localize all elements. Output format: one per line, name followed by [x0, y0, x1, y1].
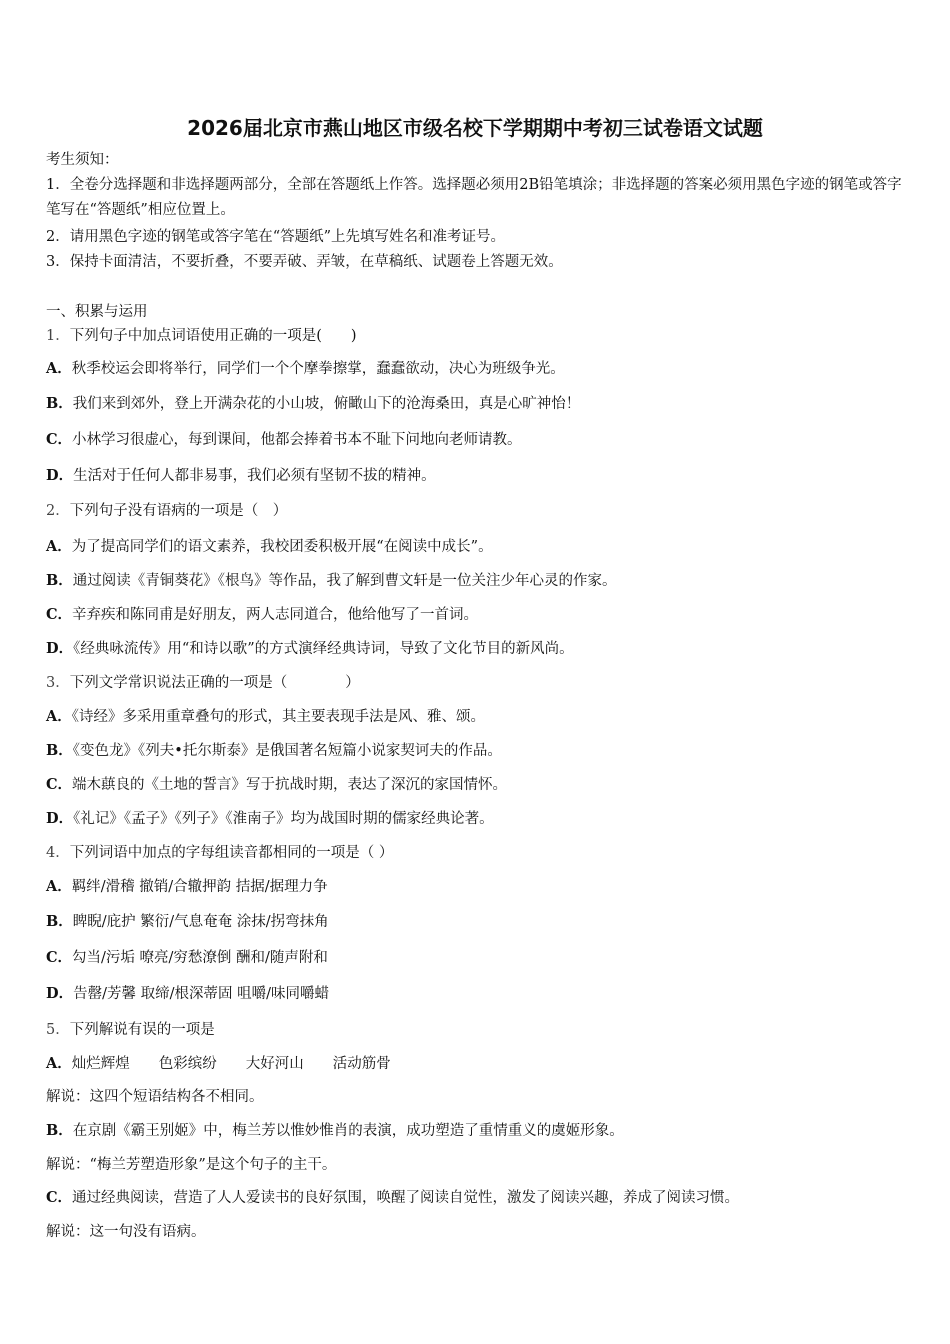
option-text: 灿烂辉煌 色彩缤纷 大好河山 活动筋骨	[71, 1056, 391, 1072]
option-text: 小林学习很虚心，每到课间，他都会捧着书本不耻下问地向老师请教。	[72, 432, 522, 448]
option-label: A．	[46, 538, 72, 555]
option-text: 通过经典阅读，营造了人人爱读书的良好氛围，唤醒了阅读自觉性，激发了阅读兴趣，养成了阅读习惯。	[72, 1190, 740, 1206]
option-label: A．	[46, 708, 72, 725]
option-label: A．	[46, 878, 72, 895]
option-text: 告罄/芳馨 取缔/根深蒂固 咀嚼/味同嚼蜡	[73, 986, 329, 1002]
q1-option-d	[46, 466, 906, 486]
question-3-stem	[46, 673, 906, 693]
question-text: 下列词语中加点的字每组读音都相同的一项是（ ）	[69, 845, 394, 861]
option-text: 端木蕻良的《土地的誓言》写于抗战时期，表达了深沉的家国情怀。	[72, 777, 508, 793]
option-label: C．	[46, 606, 73, 623]
option-text: 《变色龙》《列夫•托尔斯泰》是俄国著名短篇小说家契诃夫的作品。	[72, 743, 502, 759]
question-text: 下列解说有误的一项是	[69, 1022, 215, 1038]
option-text: 睥睨/庇护 繁衍/气息奄奄 涂抹/拐弯抹角	[72, 914, 329, 930]
q3-option-a	[46, 707, 906, 727]
q1-option-c	[46, 430, 906, 450]
q4-option-d	[46, 984, 906, 1004]
q3-option-b	[46, 741, 906, 761]
option-label: A．	[46, 1055, 72, 1072]
notice-item-1: 1．全卷分选择题和非选择题两部分，全部在答题纸上作答。选择题必须用2B铅笔填涂；非选择题的答案必须用黑色字迹的钢笔或答字笔写在“答题纸”相应位置上。	[46, 177, 902, 218]
option-text: 为了提高同学们的语文素养，我校团委积极开展“在阅读中成长”。	[71, 539, 493, 555]
q2-option-c	[46, 605, 906, 625]
option-text: 羁绊/滑稽 撤销/合辙押韵 拮据/据理力争	[71, 879, 328, 895]
q4-option-b	[46, 912, 906, 932]
option-label: C．	[46, 1189, 73, 1206]
q5-option-a-note: 解说：这四个短语结构各不相同。	[46, 1089, 264, 1105]
q5-option-c	[46, 1188, 906, 1208]
question-text: 下列句子没有语病的一项是（ ）	[69, 503, 288, 519]
q3-option-d	[46, 809, 906, 829]
q3-option-c	[46, 775, 906, 795]
option-label: D．	[46, 985, 74, 1002]
q5-option-c-note: 解说：这一句没有语病。	[46, 1224, 206, 1240]
option-label: D．	[46, 810, 74, 827]
question-number: 1．	[46, 328, 70, 344]
notice-item-2: 2．请用黑色字迹的钢笔或答字笔在“答题纸”上先填写姓名和准考证号。	[46, 229, 506, 245]
q5-option-b	[46, 1121, 906, 1141]
option-text: 通过阅读《青铜葵花》《根鸟》等作品，我了解到曹文轩是一位关注少年心灵的作家。	[72, 573, 617, 589]
notice-item-3: 3．保持卡面清洁，不要折叠，不要弄破、弄皱，在草稿纸、试题卷上答题无效。	[46, 254, 563, 270]
q5-option-a	[46, 1054, 906, 1074]
option-text: 辛弃疾和陈同甫是好朋友，两人志同道合，他给他写了一首词。	[72, 607, 479, 623]
option-text: 生活对于任何人都非易事，我们必须有坚韧不拔的精神。	[73, 468, 436, 484]
q1-option-b	[46, 394, 906, 414]
option-label: B．	[46, 1122, 73, 1139]
question-5-stem	[46, 1020, 906, 1040]
option-label: B．	[46, 742, 73, 759]
option-label: C．	[46, 949, 73, 966]
question-2-stem	[46, 501, 906, 521]
q4-option-a	[46, 877, 906, 897]
option-label: D．	[46, 467, 74, 484]
option-text: 在京剧《霸王别姬》中，梅兰芳以惟妙惟肖的表演，成功塑造了重情重义的虞姬形象。	[72, 1123, 624, 1139]
option-text: 秋季校运会即将举行，同学们一个个摩拳擦掌，蠢蠢欲动，决心为班级争光。	[71, 361, 565, 377]
section-heading: 一、积累与运用	[46, 304, 148, 320]
page-title: 2026届北京市燕山地区市级名校下学期期中考初三试卷语文试题	[187, 116, 763, 140]
question-4-stem	[46, 843, 906, 863]
q5-option-b-note: 解说：“梅兰芳塑造形象”是这个句子的主干。	[46, 1157, 337, 1173]
q1-option-a	[46, 359, 906, 379]
option-text: 《经典咏流传》用“和诗以歌”的方式演绎经典诗词，导致了文化节目的新风尚。	[73, 641, 574, 657]
question-number: 4．	[46, 845, 70, 861]
option-label: B．	[46, 572, 73, 589]
q2-option-d	[46, 639, 906, 659]
option-label: A．	[46, 360, 72, 377]
question-number: 5．	[46, 1022, 70, 1038]
notice-heading: 考生须知：	[46, 152, 119, 168]
option-label: D．	[46, 640, 74, 657]
question-text: 下列文学常识说法正确的一项是（ ）	[69, 675, 360, 691]
option-label: B．	[46, 395, 73, 412]
option-text: 《诗经》多采用重章叠句的形式，其主要表现手法是风、雅、颂。	[71, 709, 486, 725]
question-number: 3．	[46, 675, 70, 691]
option-label: B．	[46, 913, 73, 930]
q2-option-b	[46, 571, 906, 591]
question-text: 下列句子中加点词语使用正确的一项是( )	[69, 328, 357, 344]
option-text: 《礼记》《孟子》《列子》《淮南子》均为战国时期的儒家经典论著。	[73, 811, 494, 827]
option-label: C．	[46, 776, 73, 793]
option-text: 勾当/污垢 嘹亮/穷愁潦倒 酬和/随声附和	[72, 950, 328, 966]
question-1-stem	[46, 326, 906, 346]
question-number: 2．	[46, 503, 70, 519]
q2-option-a	[46, 537, 906, 557]
option-text: 我们来到郊外，登上开满杂花的小山坡，俯瞰山下的沧海桑田，真是心旷神怡！	[72, 396, 581, 412]
q4-option-c	[46, 948, 906, 968]
option-label: C．	[46, 431, 73, 448]
